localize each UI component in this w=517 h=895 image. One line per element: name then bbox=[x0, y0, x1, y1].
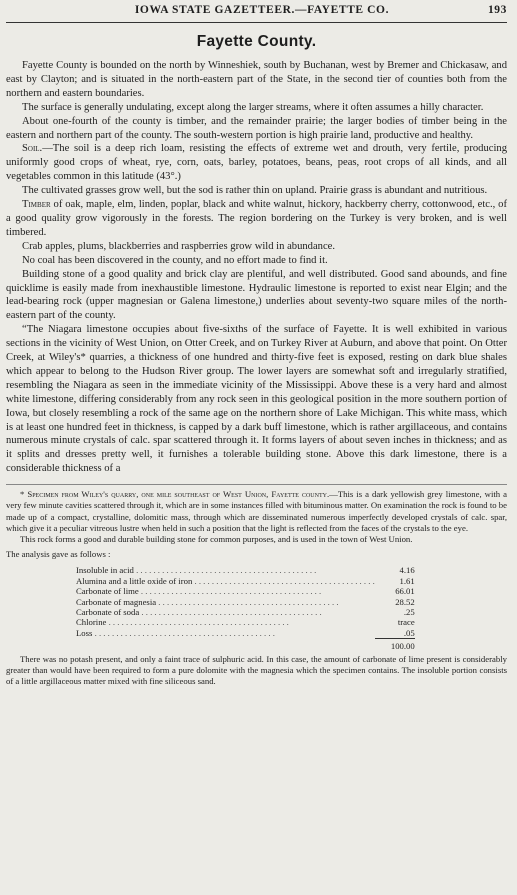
footnote-building-stone: This rock forms a good and durable building stone for common purposes, and is used in the town of West Union. bbox=[20, 534, 413, 544]
paragraph-text: —The soil is a deep rich loam, resisting the effects of extreme wet and drouth, very fertile, producing uniformly good crops of wheat, rye, corn, oats, barley, potatoes, beans, peas, root crops of all kinds, and all vegetables common in this latitude (43°.) bbox=[6, 143, 507, 183]
analysis-row bbox=[76, 607, 415, 617]
analysis-item: Alumina and a little oxide of iron bbox=[76, 575, 193, 586]
leader-dots: . . . . . . . . . . . . . . . . . . . . . . . . . . . . . . . . . . . . . . . . . . bbox=[92, 628, 275, 639]
body-paragraph bbox=[6, 268, 507, 324]
body-paragraph bbox=[6, 254, 507, 268]
analysis-value: 28.52 bbox=[395, 596, 415, 607]
analysis-value: 4.16 bbox=[399, 565, 415, 576]
paragraph-text: The surface is generally undulating, except along the larger streams, where it often assumes a hilly character. bbox=[22, 101, 484, 113]
paragraph-text: Building stone of a good quality and brick clay are plentiful, and well distributed. Good sand abounds, and fine quicklime is easily made from inexhaustible limestone. Hydraulic limestone is reported to exist near Elgin; and the lead-bearing rock (upper magnesian or Galena limestone,) underlies about seventy-two square miles of the north-eastern part of the county. bbox=[6, 268, 507, 322]
paragraph-text: of oak, maple, elm, linden, poplar, black and white walnut, hickory, hackberry cherry, cottonwood, etc., of a good quality grow vigorously in the forests. The region bordering on the Turkey is very broken, and is well timbered. bbox=[6, 199, 507, 238]
leader-dots: . . . . . . . . . . . . . . . . . . . . . . . . . . . . . . . . . . . . . . . . . . bbox=[192, 575, 375, 586]
body-paragraph bbox=[6, 142, 507, 184]
leader-dots: . . . . . . . . . . . . . . . . . . . . . . . . . . . . . . . . . . . . . . . . . . bbox=[156, 596, 339, 607]
paragraph-lead: Soil. bbox=[22, 143, 43, 155]
paragraph-text: Fayette County is bounded on the north by Winneshiek, south by Buchanan, west by Bremer and Chickasaw, and east by Clayton; and is situated in the north-eastern part of the State, in the second tier of counties both from the northern and eastern boundaries. bbox=[6, 60, 507, 99]
running-title: IOWA STATE GAZETTEER.—FAYETTE CO. bbox=[134, 4, 390, 16]
paragraph-text: The cultivated grasses grow well, but the sod is rather thin on upland. Prairie grass is abundant and nutritious. bbox=[22, 185, 488, 197]
analysis-value: 66.01 bbox=[395, 586, 415, 597]
analysis-row bbox=[76, 628, 415, 639]
leader-dots: . . . . . . . . . . . . . . . . . . . . . . . . . . . . . . . . . . . . . . . . . . bbox=[139, 607, 322, 618]
header-rule bbox=[6, 22, 507, 23]
section-heading: Fayette County. bbox=[196, 33, 317, 50]
main-text bbox=[6, 59, 507, 476]
body-paragraph bbox=[6, 184, 507, 198]
body-paragraph bbox=[6, 59, 507, 101]
analysis-row bbox=[76, 597, 415, 607]
paragraph-text: “The Niagara limestone occupies about five-sixths of the surface of Fayette. It is well exhibited in various sections in the vicinity of West Union, on Otter Creek, and on Turkey River at Auburn, and above that point. On Otter Creek, at Wiley's* quarries, a thickness of one hundred and thirty-five feet is exposed, resting on dark blue shales which appear to belong to the Hudson River group. The lower layers are somewhat soft and irregularly stratified, resembling the Niagara as seen in the immediate vicinity of the Mississippi. Above these is a very hard and almost white limestone, differing considerably from any rock seen in this geological position in the more southern portion of Iowa, but closely resembling a rock of the same age on the northern shore of Lake Michigan. This white mass, which is at least one hundred feet in thickness, is capped by a dark buff limestone, which is rather argillaceous, and contains numerous minute crystals of calc. spar scattered through it. It forms layers of about seven inches in thickness; and as it splits and dresses pretty well, it furnishes a tolerable building stone. Above this dark limestone, there is a considerable thickness of a bbox=[6, 324, 507, 475]
analysis-table bbox=[76, 565, 415, 651]
analysis-item: Loss bbox=[76, 628, 93, 639]
paragraph-text: Crab apples, plums, blackberries and raspberries grow wild in abundance. bbox=[22, 240, 336, 252]
paragraph-text: About one-fourth of the county is timber, and the remainder prairie; the larger bodies of timber being in the eastern and northern part of the county. The south-western portion is high prairie land, productive and healthy. bbox=[6, 115, 507, 141]
footnote-lead: * Specimen from Wiley's quarry, one mile southeast of West Union, Fayette county. bbox=[20, 489, 330, 500]
body-paragraph bbox=[6, 240, 507, 254]
body-paragraph bbox=[6, 323, 507, 476]
analysis-item: Chlorine bbox=[76, 617, 107, 628]
analysis-intro: The analysis gave as follows : bbox=[6, 549, 111, 560]
analysis-value: trace bbox=[397, 617, 415, 628]
analysis-row bbox=[76, 617, 415, 627]
analysis-item: Carbonate of soda bbox=[76, 607, 140, 618]
leader-dots: . . . . . . . . . . . . . . . . . . . . . . . . . . . . . . . . . . . . . . . . . . bbox=[106, 617, 289, 628]
footnote-paragraph bbox=[6, 489, 507, 534]
analysis-row bbox=[76, 576, 415, 586]
leader-dots: . . . . . . . . . . . . . . . . . . . . . . . . . . . . . . . . . . . . . . . . . . bbox=[138, 586, 322, 597]
analysis-total-row bbox=[76, 639, 415, 652]
body-paragraph bbox=[6, 115, 507, 143]
analysis-value: .05 bbox=[403, 627, 415, 638]
analysis-row bbox=[76, 565, 415, 575]
analysis-item: Carbonate of lime bbox=[76, 586, 139, 597]
body-paragraph bbox=[6, 198, 507, 240]
analysis-item: Carbonate of magnesia bbox=[76, 596, 157, 607]
analysis-value: .25 bbox=[403, 607, 415, 618]
analysis-row bbox=[76, 586, 415, 596]
footnote bbox=[6, 484, 507, 687]
running-head bbox=[6, 4, 507, 20]
analysis-value: 1.61 bbox=[399, 575, 415, 586]
leader-dots: . . . . . . . . . . . . . . . . . . . . . . . . . . . . . . . . . . . . . . . . . . bbox=[133, 565, 317, 576]
analysis-item: Insoluble in acid bbox=[76, 565, 134, 576]
paragraph-lead: Timber bbox=[22, 199, 51, 211]
body-paragraph bbox=[6, 101, 507, 115]
footnote-closing: There was no potash present, and only a faint trace of sulphuric acid. In this case, the amount of carbonate of lime present is considerably greater than would have been required to form a pure dolomite with the magnesia which the specimen contains. The insoluble portion consists of a little argillaceous matter mixed with fine siliceous sand. bbox=[6, 653, 507, 687]
page-number: 193 bbox=[487, 4, 507, 16]
footnote-text: —This is a dark yellowish grey limestone, with a very few minute cavities scattered through it, which are in some instances filled with bituminous matter. On examination the rock is found to be made up of a compact, crystalline, dolomitic mass, through which are disseminated numerous imperfectly developed crystals of calc. spar, which give it a peculiar vitreous lustre when held in such a position that the light is reflected from the faces of the crystals to the eye. bbox=[6, 489, 507, 533]
analysis-total: 100.00 bbox=[375, 639, 415, 652]
paragraph-text: No coal has been discovered in the county, and no effort made to find it. bbox=[22, 254, 328, 266]
